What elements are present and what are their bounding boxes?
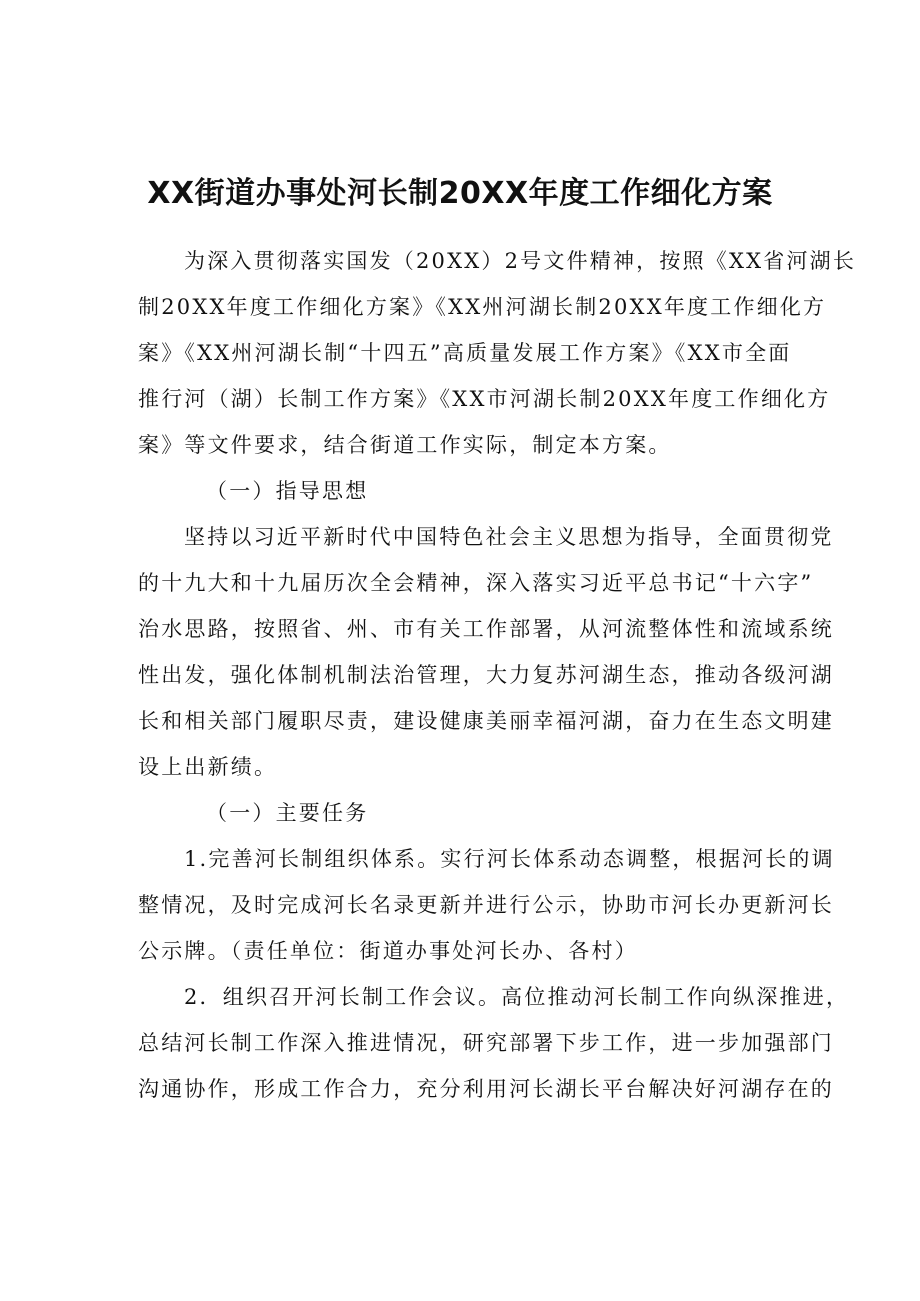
text-line: 总结河长制工作深入推进情况，研究部署下步工作，进一步加强部门 <box>138 1031 834 1055</box>
document-title: XX街道办事处河长制20XX年度工作细化方案 <box>147 176 773 211</box>
text-line: 设上出新绩。 <box>138 755 278 779</box>
section-heading-main-tasks <box>138 790 798 836</box>
guiding-thought-paragraph <box>138 514 834 790</box>
heading-text: （一）指导思想 <box>206 479 369 503</box>
text-line: 性出发，强化体制机制法治管理，大力复苏河湖生态，推动各级河湖 <box>138 663 834 687</box>
text-line: 为深入贯彻落实国发（20XX）2号文件精神，按照《XX省河湖长 <box>184 249 857 273</box>
text-line: 1.完善河长制组织体系。实行河长体系动态调整，根据河长的调 <box>184 847 835 871</box>
text-line: 整情况，及时完成河长名录更新并进行公示，协助市河长办更新河长 <box>138 893 834 917</box>
text-line: 案》《XX州河湖长制“十四五”高质量发展工作方案》《XX市全面 <box>138 341 792 365</box>
text-line: 制20XX年度工作细化方案》《XX州河湖长制20XX年度工作细化方 <box>138 295 827 319</box>
text-line: 推行河（湖）长制工作方案》《XX市河湖长制20XX年度工作细化方 <box>138 387 831 411</box>
intro-paragraph <box>138 238 857 468</box>
heading-text: （一）主要任务 <box>206 801 369 825</box>
text-line: 治水思路，按照省、州、市有关工作部署，从河流整体性和流域系统 <box>138 617 834 641</box>
text-line: 2．组织召开河长制工作会议。高位推动河长制工作向纵深推进， <box>184 985 850 1009</box>
document-body <box>138 238 857 1112</box>
text-line: 案》等文件要求，结合街道工作实际，制定本方案。 <box>138 433 672 457</box>
text-line: 沟通协作，形成工作合力，充分利用河长湖长平台解决好河湖存在的 <box>138 1077 834 1101</box>
text-line: 长和相关部门履职尽责，建设健康美丽幸福河湖，奋力在生态文明建 <box>138 709 834 733</box>
text-line: 公示牌。（责任单位：街道办事处河长办、各村） <box>138 939 638 963</box>
text-line: 的十九大和十九届历次全会精神，深入落实习近平总书记“十六字” <box>138 571 814 595</box>
task-2-paragraph <box>138 974 850 1112</box>
task-1-paragraph <box>138 836 835 974</box>
text-line: 坚持以习近平新时代中国特色社会主义思想为指导，全面贯彻党 <box>184 525 834 549</box>
section-heading-guiding-thought <box>138 468 798 514</box>
